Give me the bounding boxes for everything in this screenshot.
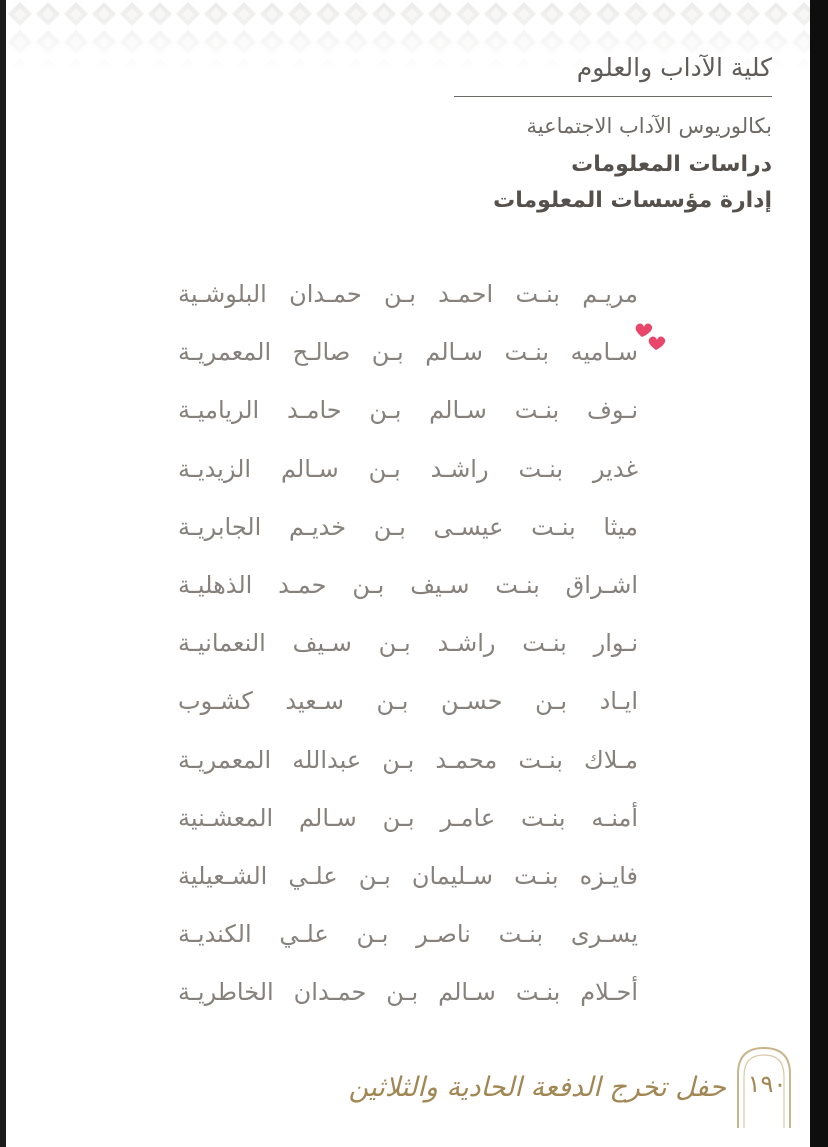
list-item: نـوار بنـت راشـد بـن سـيف النعمانيـة <box>178 629 638 658</box>
program-header <box>372 48 772 219</box>
program-page <box>6 0 810 1147</box>
list-item: ميثا بنـت عيسـى بـن خديـم الجابريـة <box>178 512 638 541</box>
list-item: مريـم بنـت احمـد بـن حمـدان البلوشـية <box>178 280 638 308</box>
list-item: غدير بنـت راشـد بـن سـالم الزيديـة <box>178 454 638 483</box>
list-item: اشـراق بنـت سـيف بـن حمـد الذهليـة <box>178 570 638 599</box>
list-item: ايـاد بـن حسـن بـن سـعيد كشـوب <box>178 687 638 716</box>
department-name: دراسات المعلومات <box>571 152 772 177</box>
list-item: مـلاك بنـت محمـد بـن عبدالله المعمريـة <box>178 745 638 774</box>
list-item: أمنـه بنـت عامـر بـن سـالم المعشـنية <box>178 803 638 832</box>
college-name: كلية الآداب والعلوم <box>576 53 772 82</box>
major-name: إدارة مؤسسات المعلومات <box>493 188 772 213</box>
degree-name: بكالوريوس الآداب الاجتماعية <box>526 114 772 138</box>
list-item: فايـزه بنـت سـليمان بـن علـي الشـعيلية <box>178 861 638 890</box>
page-number: ١٩٠ <box>747 1070 787 1098</box>
graduate-list <box>178 265 638 1021</box>
ceremony-title: حفل تخرج الدفعة الحادية والثلاثين <box>348 1072 726 1103</box>
dark-right-edge <box>810 0 828 1147</box>
list-item: أحـلام بنـت سـالم بـن حمـدان الخاطريـة <box>178 978 638 1007</box>
list-item: نـوف بنـت سـالم بـن حامـد الرياميـة <box>178 396 638 425</box>
two-hearts-icon <box>632 322 672 354</box>
list-item: يسـرى بنـت ناصـر بـن علـي الكنديـة <box>178 920 638 949</box>
list-item: سـاميه بنـت سـالم بـن صالـح المعمريـة <box>178 338 638 367</box>
header-divider <box>454 96 772 97</box>
